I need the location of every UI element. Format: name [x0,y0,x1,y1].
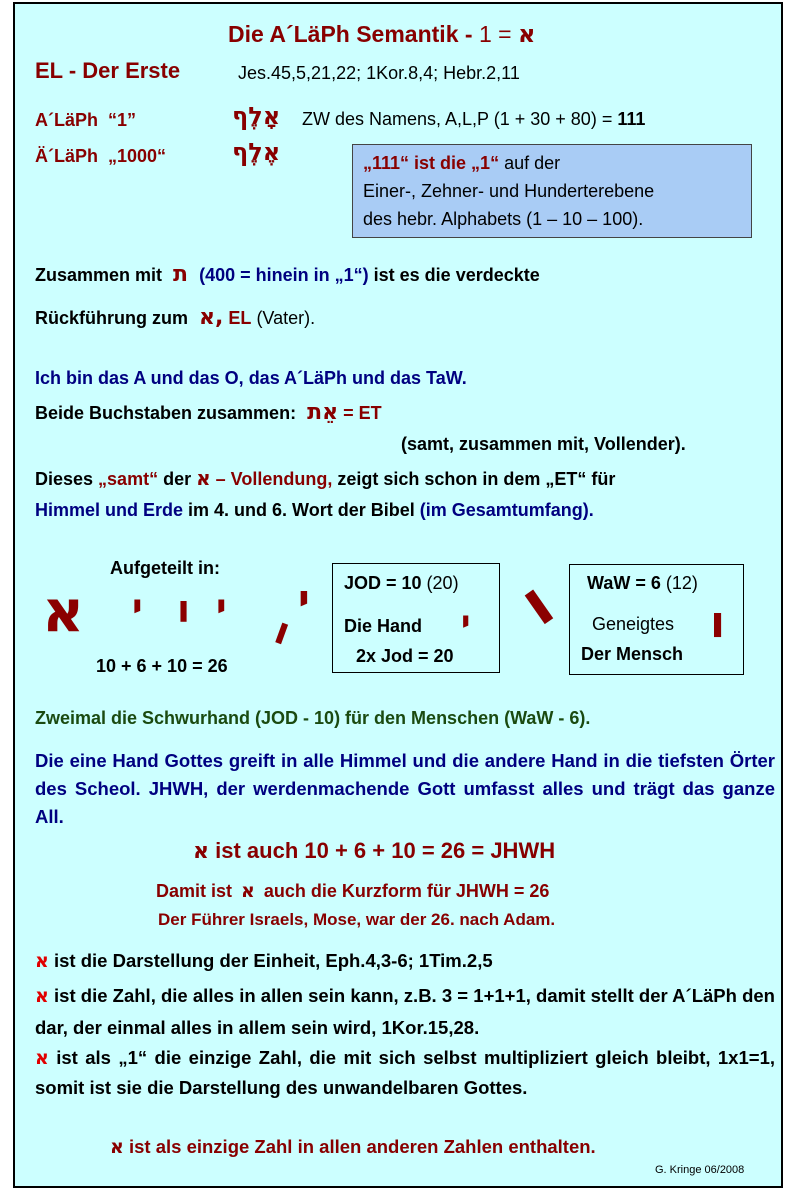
final-line [110,1136,596,1158]
jhwh-line-2 [156,880,549,902]
aleph-icon: א [196,466,211,490]
parts-yod-bottom-icon: ו [268,608,297,654]
aleph-row-1-value: “1” [108,110,137,130]
alpha-omega-line-3: (samt, zusammen mit, Vollender). [401,434,686,454]
jhwh-heading-text: ist auch 10 + 6 + 10 = 26 = JHWH [209,838,556,863]
info-box-line-2: Einer-, Zehner- und Hunderterebene [363,181,655,201]
jod-box [332,563,500,673]
together-text-d: Rückführung zum [35,308,188,328]
waw-box [569,564,744,675]
name-value-line [302,109,645,130]
together-text-e: (Vater). [251,308,316,328]
info-box-highlight: „111“ ist die „1“ [363,153,500,173]
et-hebrew-icon: אֵת [307,400,339,425]
info-box-line-1 [363,153,560,174]
statement-3-text: ist als „1“ die einzige Zahl, die mit sich selbst multipliziert gleich bleibt, 1x1=1, somit ist sie die Darstellung des unwandelbaren Gottes. [35,1047,775,1098]
aleph-icon: א [241,880,255,902]
split-aleph-icon: א [42,577,85,645]
alpha-omega-line-1: Ich bin das A und das O, das A´LäPh und das TaW. [35,368,467,388]
vollendung-text: – Vollendung, [210,469,333,489]
jod-box-line-2: Die Hand [344,616,423,636]
aleph-row-1-hebrew: אָלֶף [232,102,281,130]
alpha-omega-text-f: im 4. und 6. Wort der Bibel [183,500,420,520]
together-text-b: (400 = hinein in „1“) [199,265,369,285]
page-title [228,20,535,48]
aleph-icon: א [35,1047,49,1069]
alpha-omega-text-a: Beide Buchstaben zusammen: [35,403,297,423]
title-eq: = 1 [478,21,512,47]
together-text-a: Zusammen mit [35,265,163,285]
split-waw-icon: ו [177,587,191,631]
alpha-omega-line-4 [35,466,615,490]
title-text: Die A´LäPh Semantik - [228,21,473,47]
jod-box-title-rest: (20) [421,573,459,593]
parts-yod-top-icon: י [298,577,310,623]
alpha-omega-text-e: zeigt sich schon in dem „ET“ für [332,469,616,489]
aleph-icon: א [517,20,536,48]
aleph-icon: א [193,839,210,864]
alpha-omega-line-2 [35,400,382,425]
waw-box-title-rest: (12) [660,573,698,593]
split-sum: 10 + 6 + 10 = 26 [96,656,228,676]
jod-box-letter-icon: י [461,603,471,641]
split-label: Aufgeteilt in: [110,558,220,578]
alpha-omega-text-c: Dieses [35,469,99,489]
final-text: ist als einzige Zahl in allen anderen Zahlen enthalten. [123,1136,596,1157]
aleph-row-1-name: A´LäPh [35,110,98,130]
name-value-total: 111 [617,109,646,129]
aleph-icon: א, [199,305,224,330]
together-text-c: ist es die verdeckte [368,265,540,285]
jhwh-line-2-b: auch die Kurzform für JHWH = 26 [258,881,550,901]
waw-box-title [587,573,698,594]
statement-2-text: ist die Zahl, die alles in allen sein kann, z.B. 3 = 1+1+1, damit stellt der A´LäPh den dar, der einmal alles in allem sein wird, 1Kor.15,28. [35,985,775,1038]
split-yod-2-icon: י [216,587,227,628]
waw-box-letter-icon: ו [710,597,726,648]
jhwh-line-2-a: Damit ist [156,881,238,901]
waw-box-line-2: Geneigtes [592,614,675,634]
info-box-rest: auf der [499,153,561,173]
name-value-text: ZW des Namens, A,L,P (1 + 30 + 80) = [302,109,613,129]
info-box [352,144,752,238]
together-line-1 [35,262,540,287]
statement-1-text: ist die Darstellung der Einheit, Eph.4,3-6; 1Tim.2,5 [48,950,493,971]
jod-box-line-3: 2x Jod = 20 [356,646,454,666]
aleph-icon: א [35,985,49,1007]
aleph-row-2-hebrew: אֶלֶף [232,138,281,166]
alpha-omega-text-d: der [158,469,197,489]
jod-box-title [344,573,459,594]
jhwh-heading [193,838,555,864]
schwurhand-line: Zweimal die Schwurhand (JOD - 10) für den Menschen (WaW - 6). [35,708,591,728]
himmel-erde-text: Himmel und Erde [35,500,184,520]
statement-3 [35,1043,775,1103]
split-yod-1-icon: י [132,587,143,628]
waw-box-title-bold: WaW = 6 [587,573,661,593]
hand-paragraph: Die eine Hand Gottes greift in alle Himmel und die andere Hand in die tiefsten Örter des Scheol. JHWH, der werdenmachende Gott umfasst alles und trägt das ganze All. [35,750,775,827]
alpha-omega-line-5 [35,500,594,521]
samt-text: „samt“ [98,469,159,489]
statement-2 [35,980,775,1044]
subtitle-label: EL - Der Erste [35,58,181,83]
info-box-line-3: des hebr. Alphabets (1 – 10 – 100). [363,209,644,229]
taw-icon: ת [173,262,189,287]
tilted-waw-icon: ו [506,567,568,641]
subtitle-refs: Jes.45,5,21,22; 1Kor.8,4; Hebr.2,11 [238,63,520,83]
signature: G. Kringe 06/2008 [655,1164,745,1176]
gesamtumfang-text: (im Gesamtumfang). [419,500,594,520]
jhwh-line-3: Der Führer Israels, Mose, war der 26. nach Adam. [158,910,556,929]
together-line-2 [35,305,315,330]
aleph-row-2-value: „1000“ [108,146,167,166]
el-text: EL [228,308,252,328]
aleph-icon: א [35,950,49,972]
waw-box-line-3: Der Mensch [581,644,684,664]
statement-1 [35,945,775,977]
jod-box-title-bold: JOD = 10 [344,573,422,593]
alpha-omega-text-b: = ET [343,403,382,423]
aleph-row-2-name: Ä´LäPh [35,146,98,166]
aleph-icon: א [110,1136,124,1158]
